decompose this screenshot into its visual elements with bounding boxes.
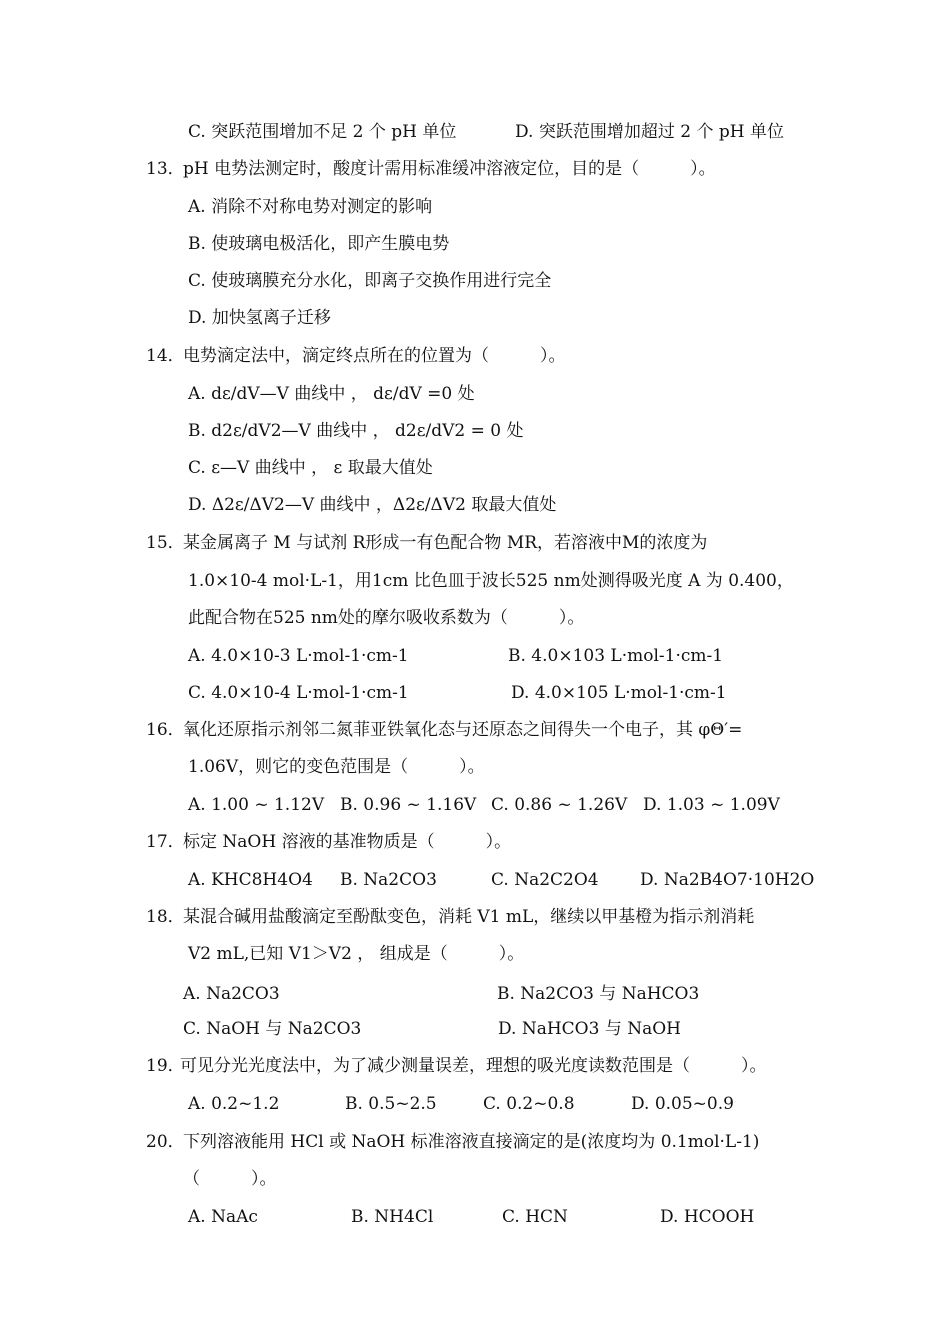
q18-option-d: D. NaHCO3 与 NaOH xyxy=(498,1019,682,1039)
q15-option-c: C. 4.0×10-4 L·mol-1·cm-1 xyxy=(188,683,409,703)
q18-option-b: B. Na2CO3 与 NaHCO3 xyxy=(497,984,700,1004)
q14-option-a: A. dε/dV—V 曲线中 ， dε/dV =0 处 xyxy=(188,384,475,404)
q17-option-c: C. Na2C2O4 xyxy=(491,870,599,890)
q13-option-c: C. 使玻璃膜充分水化，即离子交换作用进行完全 xyxy=(188,271,552,291)
q16-option-d: D. 1.03 ~ 1.09V xyxy=(643,795,780,815)
q12-option-c: C. 突跃范围增加不足 2 个 pH 单位 xyxy=(188,122,457,142)
q16-option-c: C. 0.86 ~ 1.26V xyxy=(491,795,628,815)
q14-option-c: C. ε—V 曲线中 ， ε 取最大值处 xyxy=(188,458,433,478)
q19-option-a: A. 0.2~1.2 xyxy=(188,1094,280,1114)
q16-number: 16． xyxy=(146,720,185,740)
q16-option-b: B. 0.96 ~ 1.16V xyxy=(340,795,477,815)
q13-option-d: D. 加快氢离子迁移 xyxy=(188,308,331,328)
q17-option-b: B. Na2CO3 xyxy=(340,870,437,890)
q13-option-a: A. 消除不对称电势对测定的影响 xyxy=(188,197,433,217)
q14-stem: 电势滴定法中，滴定终点所在的位置为（ ）。 xyxy=(183,346,566,366)
q19-option-d: D. 0.05~0.9 xyxy=(631,1094,734,1114)
q18-option-a: A. Na2CO3 xyxy=(183,984,280,1004)
q17-stem: 标定 NaOH 溶液的基准物质是（ ）。 xyxy=(183,832,512,852)
q13-number: 13． xyxy=(146,159,185,179)
q17-number: 17． xyxy=(146,832,185,852)
q15-option-b: B. 4.0×103 L·mol-1·cm-1 xyxy=(508,646,724,666)
q20-stem-line-2: （ ）。 xyxy=(183,1169,277,1189)
q16-stem-line-1: 氧化还原指示剂邻二氮菲亚铁氧化态与还原态之间得失一个电子，其 φΘ′= xyxy=(183,720,743,740)
q20-stem-line-1: 下列溶液能用 HCl 或 NaOH 标准溶液直接滴定的是(浓度均为 0.1mol·L-1) xyxy=(183,1132,760,1152)
q15-stem-line-2: 1.0×10-4 mol·L-1，用1cm 比色皿于波长525 nm处测得吸光度 A 为 0.400， xyxy=(188,571,794,591)
q15-stem-line-3: 此配合物在525 nm处的摩尔吸收系数为（ ）。 xyxy=(188,608,585,628)
q13-stem: pH 电势法测定时，酸度计需用标准缓冲溶液定位，目的是（ ）。 xyxy=(183,159,716,179)
q20-number: 20． xyxy=(146,1132,185,1152)
q18-stem-line-2: V2 mL,已知 V1＞V2 ， 组成是（ ）。 xyxy=(188,944,525,964)
q15-number: 15． xyxy=(146,533,185,553)
q20-option-a: A. NaAc xyxy=(188,1207,258,1227)
q17-option-a: A. KHC8H4O4 xyxy=(188,870,313,890)
q12-option-d: D. 突跃范围增加超过 2 个 pH 单位 xyxy=(515,122,784,142)
q18-number: 18． xyxy=(146,907,185,927)
q20-option-b: B. NH4Cl xyxy=(351,1207,434,1227)
q16-stem-line-2: 1.06V，则它的变色范围是（ ）。 xyxy=(188,757,485,777)
q13-option-b: B. 使玻璃电极活化，即产生膜电势 xyxy=(188,234,450,254)
q17-option-d: D. Na2B4O7·10H2O xyxy=(640,870,815,890)
q14-number: 14． xyxy=(146,346,185,366)
q18-option-c: C. NaOH 与 Na2CO3 xyxy=(183,1019,362,1039)
q15-option-a: A. 4.0×10-3 L·mol-1·cm-1 xyxy=(188,646,409,666)
q19-option-c: C. 0.2~0.8 xyxy=(483,1094,575,1114)
q20-option-d: D. HCOOH xyxy=(660,1207,755,1227)
q14-option-b: B. d2ε/dV2—V 曲线中 ， d2ε/dV2 = 0 处 xyxy=(188,421,524,441)
q15-stem-line-1: 某金属离子 M 与试剂 R形成一有色配合物 MR，若溶液中M的浓度为 xyxy=(183,533,708,553)
q15-option-d: D. 4.0×105 L·mol-1·cm-1 xyxy=(511,683,727,703)
q18-stem-line-1: 某混合碱用盐酸滴定至酚酞变色，消耗 V1 mL，继续以甲基橙为指示剂消耗 xyxy=(183,907,755,927)
q19-stem: 可见分光光度法中，为了减少测量误差，理想的吸光度读数范围是（ ）。 xyxy=(180,1056,767,1076)
q19-number: 19． xyxy=(146,1056,185,1076)
q14-option-d: D. Δ2ε/ΔV2—V 曲线中 ，Δ2ε/ΔV2 取最大值处 xyxy=(188,495,557,515)
q16-option-a: A. 1.00 ~ 1.12V xyxy=(188,795,325,815)
q19-option-b: B. 0.5~2.5 xyxy=(345,1094,437,1114)
q20-option-c: C. HCN xyxy=(502,1207,568,1227)
